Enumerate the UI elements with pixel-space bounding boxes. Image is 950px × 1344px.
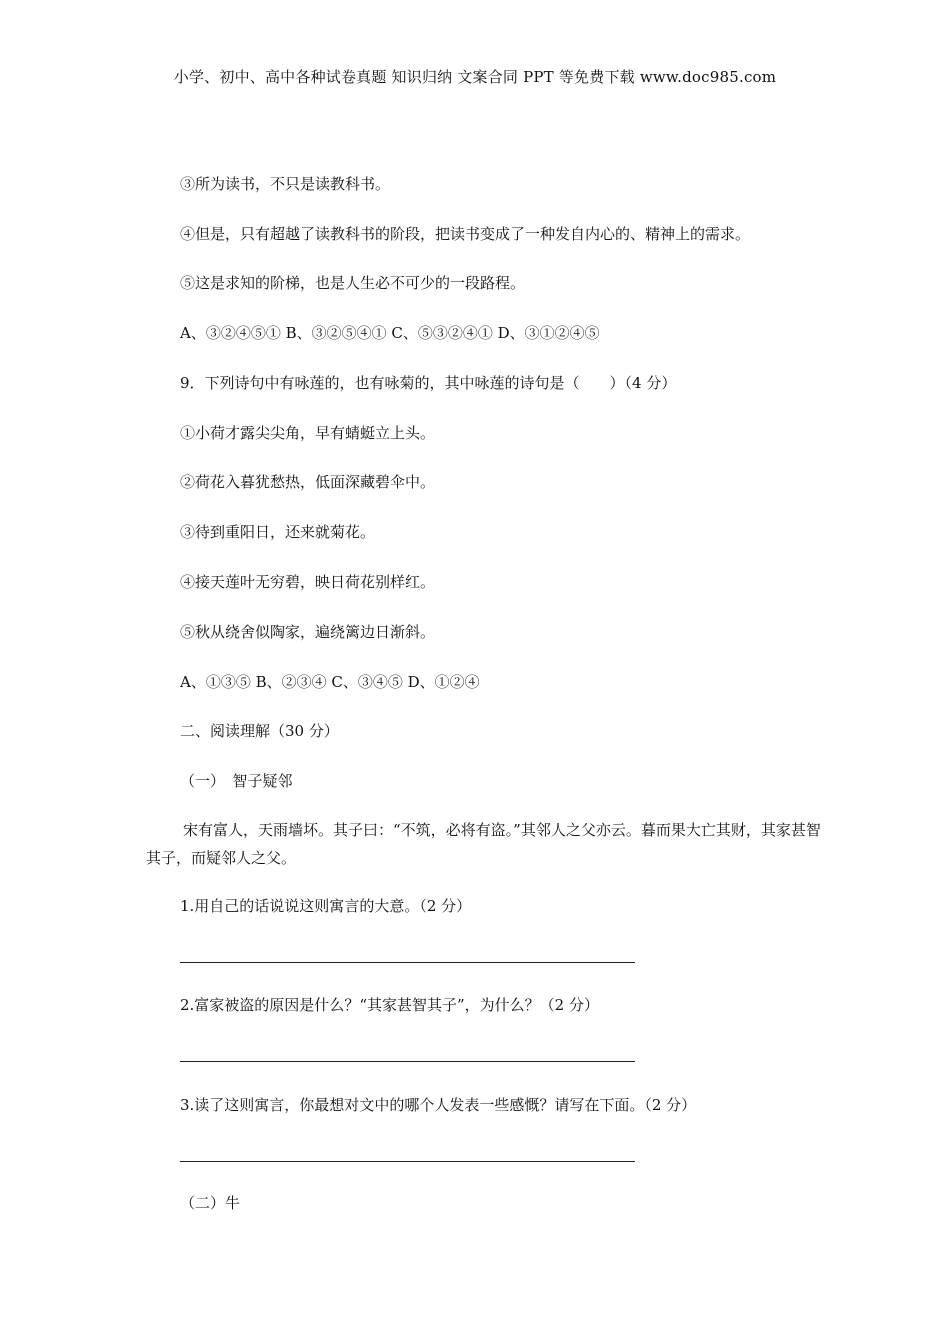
q8-options: A、③②④⑤① B、③②⑤④① C、⑤③②④① D、③①②④⑤ xyxy=(180,324,600,342)
q9-item-5: ⑤秋从绕舍似陶家，遍绕篱边日渐斜。 xyxy=(180,623,436,641)
part-1-title: （一） 智子疑邻 xyxy=(180,772,293,790)
q9-item-1: ①小荷才露尖尖角，早有蜻蜓立上头。 xyxy=(180,424,436,442)
q8-item-3: ③所为读书，不只是读教科书。 xyxy=(180,175,391,193)
q8-item-5: ⑤这是求知的阶梯，也是人生必不可少的一段路程。 xyxy=(180,274,526,292)
answer-line-3[interactable] xyxy=(180,1161,635,1162)
reading-question-3: 3.读了这则寓言，你最想对文中的哪个人发表一些感慨？请写在下面。（2 分） xyxy=(180,1096,697,1114)
reading-question-2: 2.富家被盗的原因是什么？“其家甚智其子”，为什么？（2 分） xyxy=(180,996,599,1014)
part-2-title: （二）牛 xyxy=(180,1194,241,1212)
q9-stem: 9．下列诗句中有咏莲的，也有咏菊的，其中咏莲的诗句是（ ）（4 分） xyxy=(180,374,677,392)
q9-item-3: ③待到重阳日，还来就菊花。 xyxy=(180,523,376,541)
passage-text: 宋有富人，天雨墙坏。其子曰：“不筑，必将有盗。”其邻人之父亦云。暮而果大亡其财，其家甚智其子，而疑邻人之父。 xyxy=(146,821,821,867)
answer-line-1[interactable] xyxy=(180,962,635,963)
q9-item-2: ②荷花入暮犹愁热，低面深藏碧伞中。 xyxy=(180,473,436,491)
answer-line-2[interactable] xyxy=(180,1061,635,1062)
page-header: 小学、初中、高中各种试卷真题 知识归纳 文案合同 PPT 等免费下载 www.doc985.com xyxy=(173,68,777,86)
q8-item-4: ④但是，只有超越了读教科书的阶段，把读书变成了一种发自内心的、精神上的需求。 xyxy=(180,225,751,243)
q9-options: A、①③⑤ B、②③④ C、③④⑤ D、①②④ xyxy=(180,673,480,691)
q9-item-4: ④接天莲叶无穷碧，映日荷花别样红。 xyxy=(180,573,436,591)
reading-question-1: 1.用自己的话说说这则寓言的大意。（2 分） xyxy=(180,897,472,915)
section-2-title: 二、阅读理解（30 分） xyxy=(180,722,339,740)
